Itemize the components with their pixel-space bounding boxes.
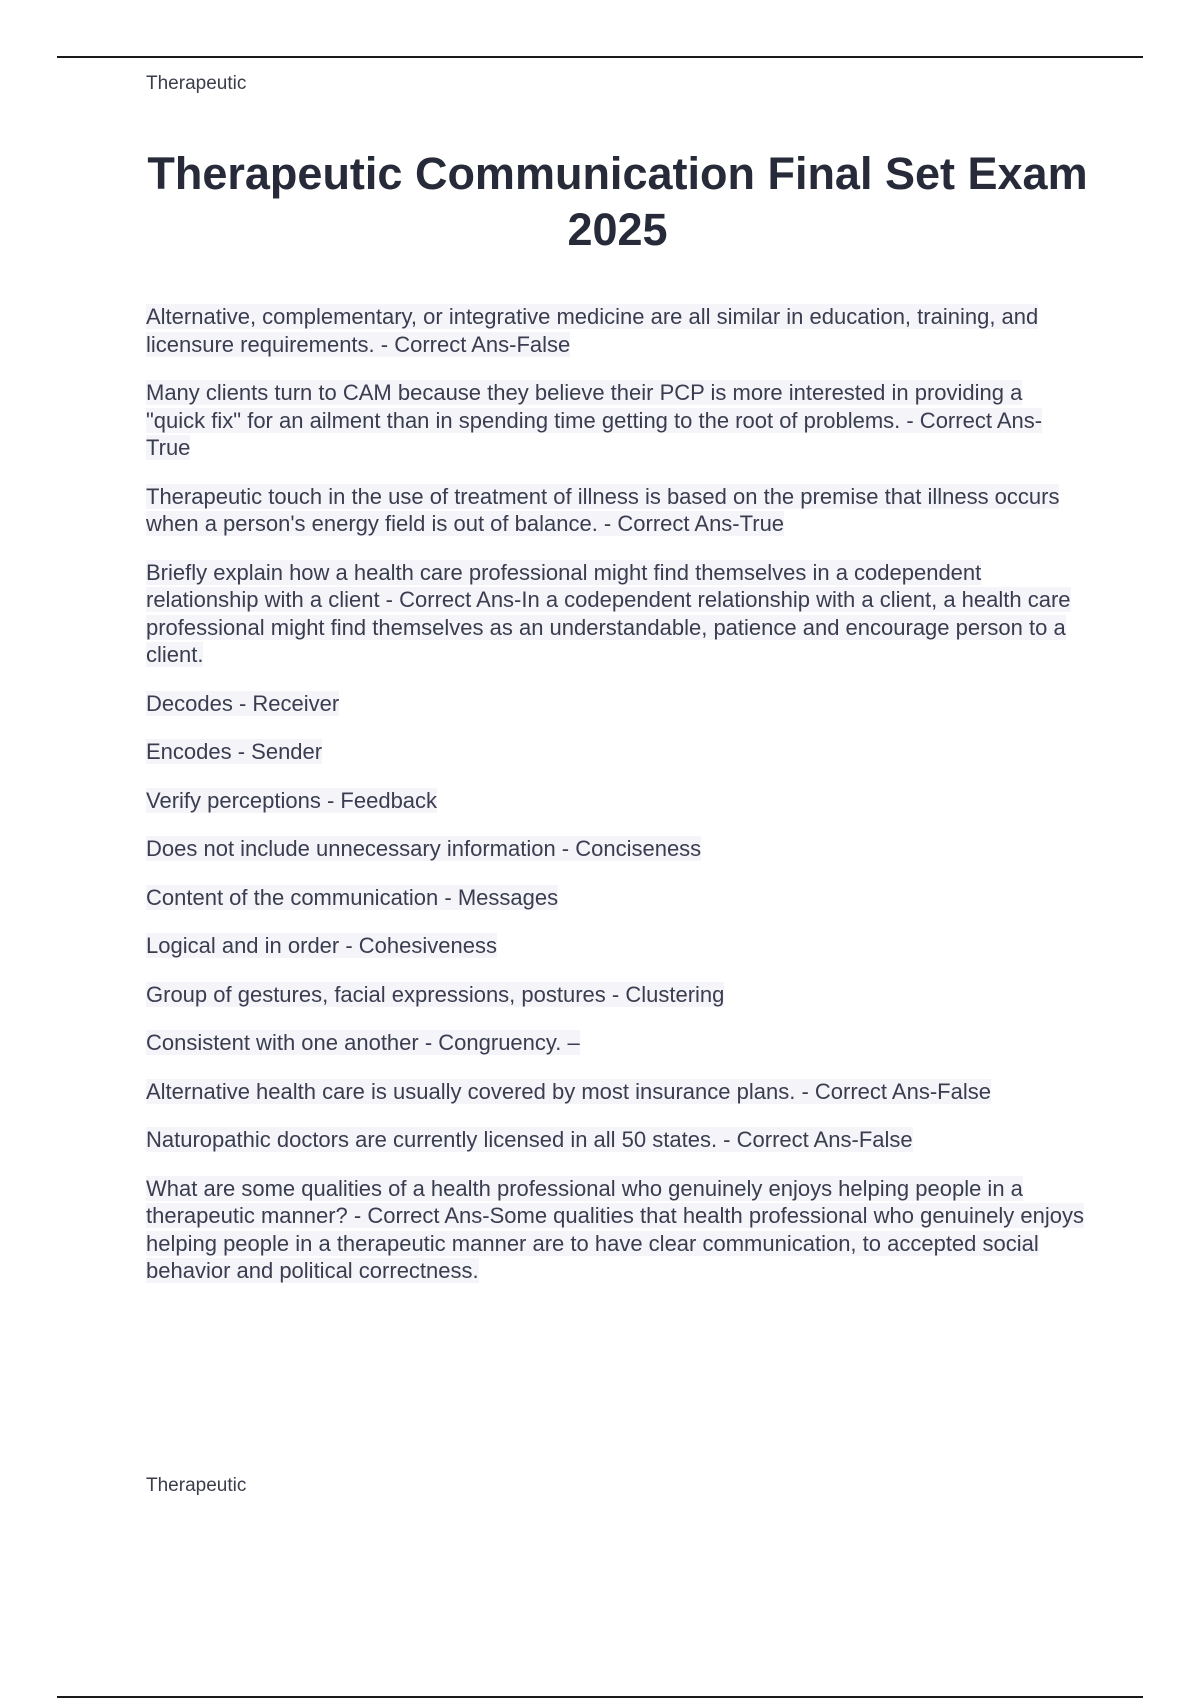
qa-item <box>146 1029 1086 1057</box>
qa-item <box>146 884 1086 912</box>
running-header: Therapeutic <box>146 73 247 94</box>
qa-item <box>146 1078 1086 1106</box>
qa-text: Group of gestures, facial expressions, postures - Clustering <box>146 981 725 1007</box>
qa-text: Verify perceptions - Feedback <box>146 787 438 813</box>
qa-text: Alternative health care is usually covered by most insurance plans. - Correct Ans-False <box>146 1078 991 1104</box>
qa-text: Content of the communication - Messages <box>146 884 559 910</box>
qa-item <box>146 981 1086 1009</box>
qa-text: Does not include unnecessary information - Conciseness <box>146 836 702 861</box>
qa-text: Alternative, complementary, or integrative medicine are all similar in education, training, and licensure requirements. - Correct Ans-False <box>146 304 1039 357</box>
qa-text: Many clients turn to CAM because they believe their PCP is more interested in providing a "quick fix" for an ailment than in spending time getting to the root of problems. - Correct Ans-True <box>146 380 1043 460</box>
bottom-rule <box>57 1696 1143 1698</box>
qa-item <box>146 787 1086 815</box>
qa-item <box>146 303 1086 358</box>
qa-item <box>146 932 1086 960</box>
qa-item <box>146 690 1086 718</box>
qa-item <box>146 1126 1086 1154</box>
qa-item <box>146 835 1086 863</box>
qa-item <box>146 738 1086 766</box>
qa-text: Consistent with one another - Congruency. – <box>146 1030 580 1055</box>
qa-text: Naturopathic doctors are currently licensed in all 50 states. - Correct Ans-False <box>146 1127 913 1152</box>
qa-text: What are some qualities of a health professional who genuinely enjoys helping people in a therapeutic manner? - Correct Ans-Some qualities that health professional who genuinely enjoys helping people in a therapeutic manner are to have clear communication, to accepted social behavior and political correctness. <box>146 1175 1084 1283</box>
qa-text: Therapeutic touch in the use of treatment of illness is based on the premise that illness occurs when a person's energy field is out of balance. - Correct Ans-True <box>146 483 1060 536</box>
qa-item <box>146 1175 1086 1285</box>
top-rule <box>57 56 1143 58</box>
qa-item <box>146 559 1086 669</box>
qa-item <box>146 483 1086 538</box>
document-title: Therapeutic Communication Final Set Exam 2025 <box>147 148 1088 255</box>
qa-item <box>146 379 1086 462</box>
qa-text: Logical and in order - Cohesiveness <box>146 933 497 958</box>
qa-text: Encodes - Sender <box>146 739 323 764</box>
qa-text: Briefly explain how a health care professional might find themselves in a codependent relationship with a client - Correct Ans-In a codependent relationship with a client, a health care professional might find themselves as an understandable, patience and encourage person to a client. <box>146 559 1071 667</box>
qa-list <box>146 303 1086 1306</box>
running-footer: Therapeutic <box>146 1475 247 1496</box>
qa-text: Decodes - Receiver <box>146 690 340 716</box>
